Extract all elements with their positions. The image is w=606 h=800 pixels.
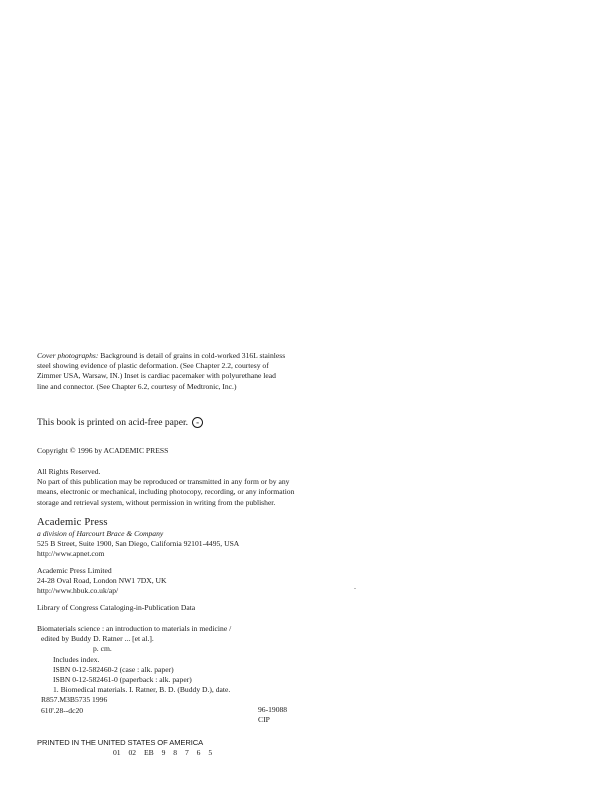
copyright-notice: [37, 446, 377, 456]
cip-heading-text: Library of Congress Cataloging-in-Publication Data: [37, 603, 196, 612]
acid-free-text: This book is printed on acid-free paper.: [37, 417, 189, 428]
cip-heading: [37, 603, 377, 613]
caption-line-1: [37, 351, 377, 361]
acid-free-statement: [37, 417, 203, 428]
caption-lead: Cover photographs:: [37, 351, 99, 360]
cip-class-number: R857.M3B5735 1996: [41, 695, 108, 705]
publisher-url: http://www.apnet.com: [37, 549, 105, 559]
cip-dewey: 610'.28--dc20: [41, 705, 84, 715]
cip-isbn-paperback: ISBN 0-12-582461-0 (paperback : alk. paper): [53, 675, 192, 685]
cover-photographs-caption: [37, 351, 377, 392]
rights-line-2: No part of this publication may be reproduced or transmitted in any form or by any: [37, 477, 290, 487]
publisher-uk: [37, 566, 377, 597]
caption-line-3: Zimmer USA, Warsaw, IN.) Inset is cardiac pacemaker with polyurethane lead: [37, 371, 276, 381]
caption-line-2: steel showing evidence of plastic deformation. (See Chapter 2.2, courtesy of: [37, 361, 269, 371]
cip-pcm-line: p. cm.: [93, 644, 112, 654]
publisher-address: 525 B Street, Suite 1900, San Diego, California 92101-4495, USA: [37, 539, 240, 549]
printing-number-line: 01 02 EB 9 8 7 6 5: [113, 748, 213, 757]
caption-line-1-rest: Background is detail of grains in cold-worked 316L stainless: [98, 351, 286, 360]
cip-lccn: 96-19088: [258, 705, 288, 714]
publisher-us: [37, 517, 377, 560]
cip-editor-line: edited by Buddy D. Ratner ... [et al.].: [41, 634, 154, 644]
infinity-symbol-icon: ∞: [192, 417, 203, 428]
publisher-uk-url: http://www.hbuk.co.uk/ap/: [37, 586, 119, 596]
print-speck: [354, 588, 356, 589]
cip-includes-line: Includes index.: [53, 654, 100, 664]
publisher-division: a division of Harcourt Brace & Company: [37, 529, 164, 538]
rights-line-4: storage and retrieval system, without permission in writing from the publisher.: [37, 497, 276, 507]
rights-line-1: All Rights Reserved.: [37, 467, 101, 476]
publisher-uk-address: 24-28 Oval Road, London NW1 7DX, UK: [37, 576, 167, 586]
rights-notice: [37, 467, 377, 508]
caption-line-4: line and connector. (See Chapter 6.2, courtesy of Medtronic, Inc.): [37, 381, 237, 391]
cip-isbn-case: ISBN 0-12-582460-2 (case : alk. paper): [53, 664, 174, 674]
cip-subjects-line: 1. Biomedical materials. I. Ratner, B. D. (Buddy D.), date.: [53, 685, 231, 695]
copyright-line: Copyright © 1996 by ACADEMIC PRESS: [37, 446, 169, 455]
publisher-uk-name: Academic Press Limited: [37, 566, 112, 575]
cip-title-line: Biomaterials science : an introduction to materials in medicine /: [37, 624, 232, 633]
cip-data: [37, 624, 377, 716]
printed-in-notice: PRINTED IN THE UNITED STATES OF AMERICA: [37, 738, 204, 747]
publisher-name: Academic Press: [37, 517, 108, 528]
rights-line-3: means, electronic or mechanical, including photocopy, recording, or any information: [37, 487, 295, 497]
cip-label: CIP: [258, 715, 270, 724]
